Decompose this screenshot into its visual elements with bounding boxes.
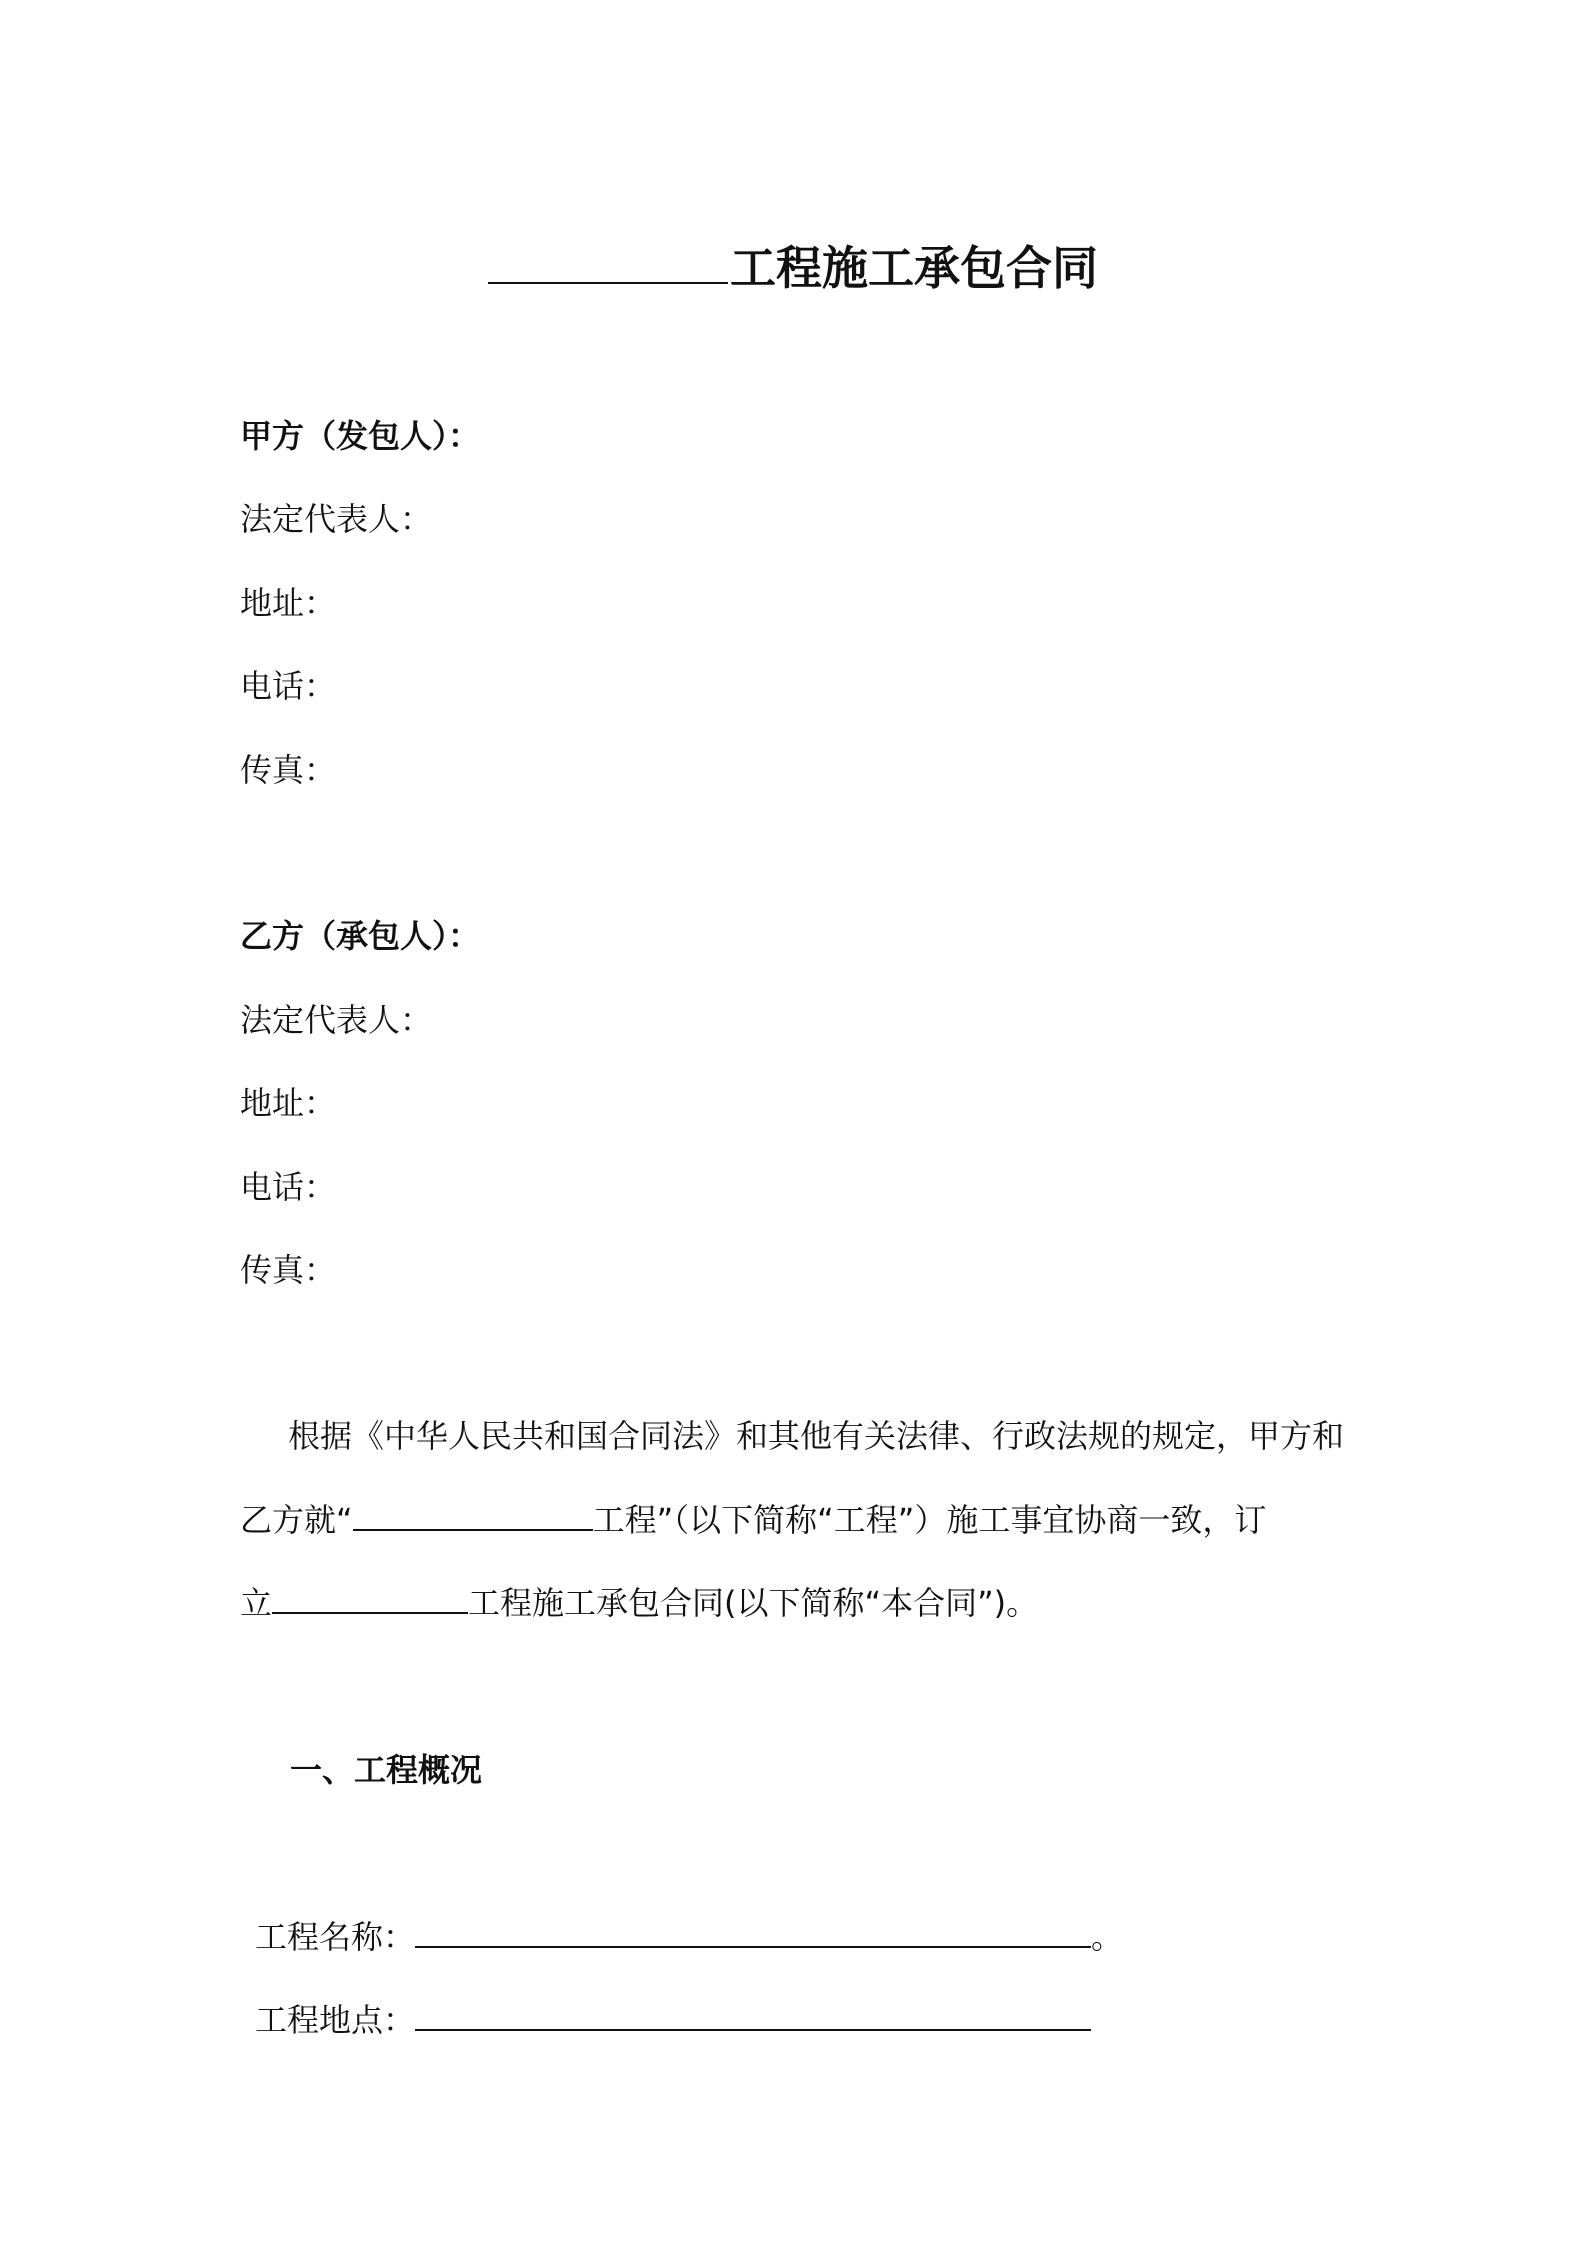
preamble-line-1: 根据《中华人民共和国合同法》和其他有关法律、行政法规的规定，甲方和	[288, 1417, 1345, 1455]
contract-name-blank-inline[interactable]	[272, 1582, 468, 1614]
project-location-input-line[interactable]	[415, 1999, 1091, 2031]
preamble-line-3	[240, 1581, 1360, 1625]
preamble-line-2-suffix: 工程”（以下简称“工程”）施工事宜协商一致，订	[592, 1501, 1267, 1539]
party-b-phone-label: 电话：	[240, 1168, 337, 1206]
project-location-label: 工程地点：	[255, 2001, 416, 2039]
party-a-heading: 甲方（发包人）：	[240, 417, 481, 455]
project-name-input-line[interactable]	[415, 1916, 1091, 1948]
project-location-field	[255, 1998, 1091, 2042]
project-name-field	[255, 1915, 1123, 1959]
project-name-end: 。	[1091, 1918, 1124, 1956]
party-a-phone-label: 电话：	[240, 667, 337, 705]
party-a-address-label: 地址：	[240, 584, 337, 622]
party-b-address-label: 地址：	[240, 1084, 337, 1122]
document-title	[0, 238, 1586, 298]
title-text: 工程施工承包合同	[730, 241, 1098, 295]
preamble-line-3-suffix: 工程施工承包合同(以下简称“本合同”)。	[468, 1584, 1039, 1622]
project-name-blank-inline[interactable]	[353, 1499, 593, 1531]
preamble-line-2-prefix: 乙方就“	[240, 1501, 353, 1539]
party-a-legal-rep-label: 法定代表人：	[240, 500, 433, 538]
preamble-line-2	[240, 1498, 1360, 1542]
party-b-legal-rep-label: 法定代表人：	[240, 1001, 433, 1039]
preamble-line-3-prefix: 立	[240, 1584, 273, 1622]
section-1-heading: 一、工程概况	[290, 1751, 483, 1789]
project-name-label: 工程名称：	[255, 1918, 416, 1956]
party-b-fax-label: 传真：	[240, 1251, 337, 1289]
party-a-fax-label: 传真：	[240, 751, 337, 789]
title-blank[interactable]	[488, 244, 728, 284]
party-b-heading: 乙方（承包人）：	[240, 917, 481, 955]
